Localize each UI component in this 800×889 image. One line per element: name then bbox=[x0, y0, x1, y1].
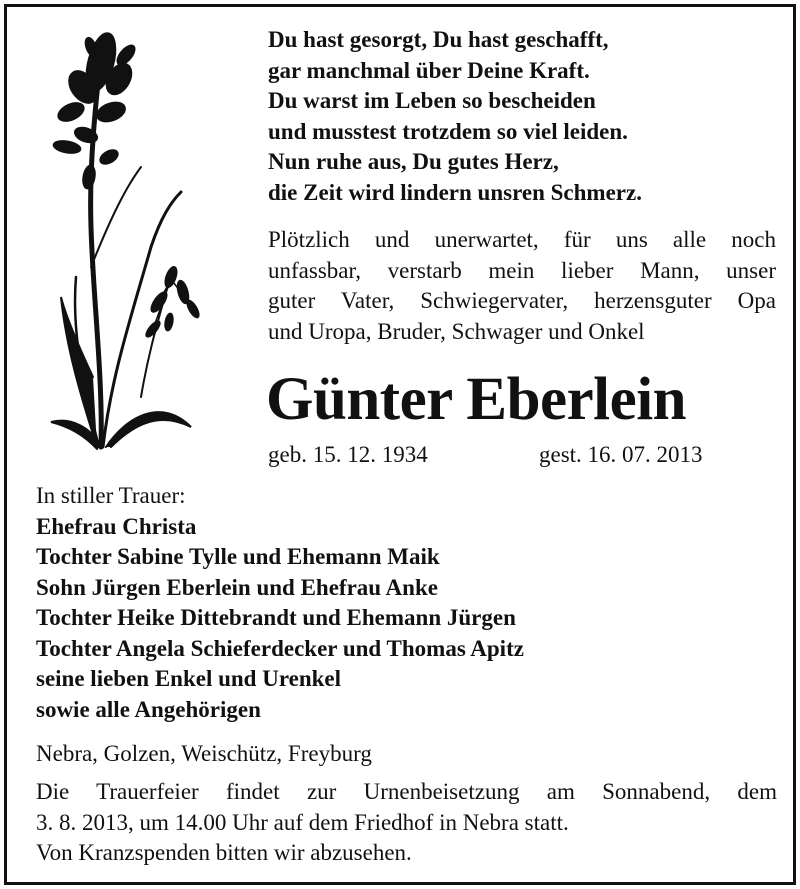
funeral-line: 3. 8. 2013, um 14.00 Uhr auf dem Friedhof in Nebra statt. bbox=[36, 809, 569, 835]
poem-line: Du warst im Leben so bescheiden bbox=[268, 88, 596, 113]
places: Nebra, Golzen, Weischütz, Freyburg bbox=[36, 741, 372, 766]
funeral-line: Die Trauerfeier findet zur Urnenbeisetzung am Sonnabend, dem bbox=[36, 779, 777, 804]
mourner-entry: sowie alle Angehörigen bbox=[36, 696, 261, 722]
intro-text bbox=[268, 225, 776, 347]
mourner-entry: Tochter Heike Dittebrandt und Ehemann Jürgen bbox=[36, 605, 516, 630]
intro-line: guter Vater, Schwiegervater, herzensguter Opa bbox=[268, 288, 776, 313]
poem-line: Nun ruhe aus, Du gutes Herz, bbox=[268, 149, 559, 174]
funeral-info bbox=[36, 777, 777, 869]
mourner-entry: Sohn Jürgen Eberlein und Ehefrau Anke bbox=[36, 574, 438, 600]
mourner-entry: seine lieben Enkel und Urenkel bbox=[36, 666, 342, 691]
obituary-notice bbox=[4, 4, 796, 885]
funeral-line: Von Kranzspenden bitten wir abzusehen. bbox=[36, 840, 412, 865]
poem bbox=[268, 25, 778, 208]
deceased-name: Günter Eberlein bbox=[266, 366, 687, 433]
poem-line: die Zeit wird lindern unsren Schmerz. bbox=[268, 179, 642, 205]
intro-line: und Uropa, Bruder, Schwager und Onkel bbox=[268, 318, 645, 344]
mourner-entry: Ehefrau Christa bbox=[36, 513, 197, 539]
mourners-heading: In stiller Trauer: bbox=[36, 483, 186, 508]
poem-line: und musstest trotzdem so viel leiden. bbox=[268, 118, 628, 144]
mourner-entry: Tochter Angela Schieferdecker und Thomas Apitz bbox=[36, 635, 524, 661]
poem-line: Du hast gesorgt, Du hast geschafft, bbox=[268, 27, 609, 52]
mourner-entry: Tochter Sabine Tylle und Ehemann Maik bbox=[36, 544, 440, 569]
intro-line: unfassbar, verstarb mein lieber Mann, unser bbox=[268, 257, 776, 283]
mourners-list bbox=[36, 481, 776, 725]
poem-line: gar manchmal über Deine Kraft. bbox=[268, 57, 590, 83]
birth-date: geb. 15. 12. 1934 bbox=[268, 442, 428, 467]
death-date: gest. 16. 07. 2013 bbox=[539, 442, 703, 467]
intro-line: Plötzlich und unerwartet, für uns alle noch bbox=[268, 227, 776, 252]
grass-illustration bbox=[31, 17, 206, 457]
